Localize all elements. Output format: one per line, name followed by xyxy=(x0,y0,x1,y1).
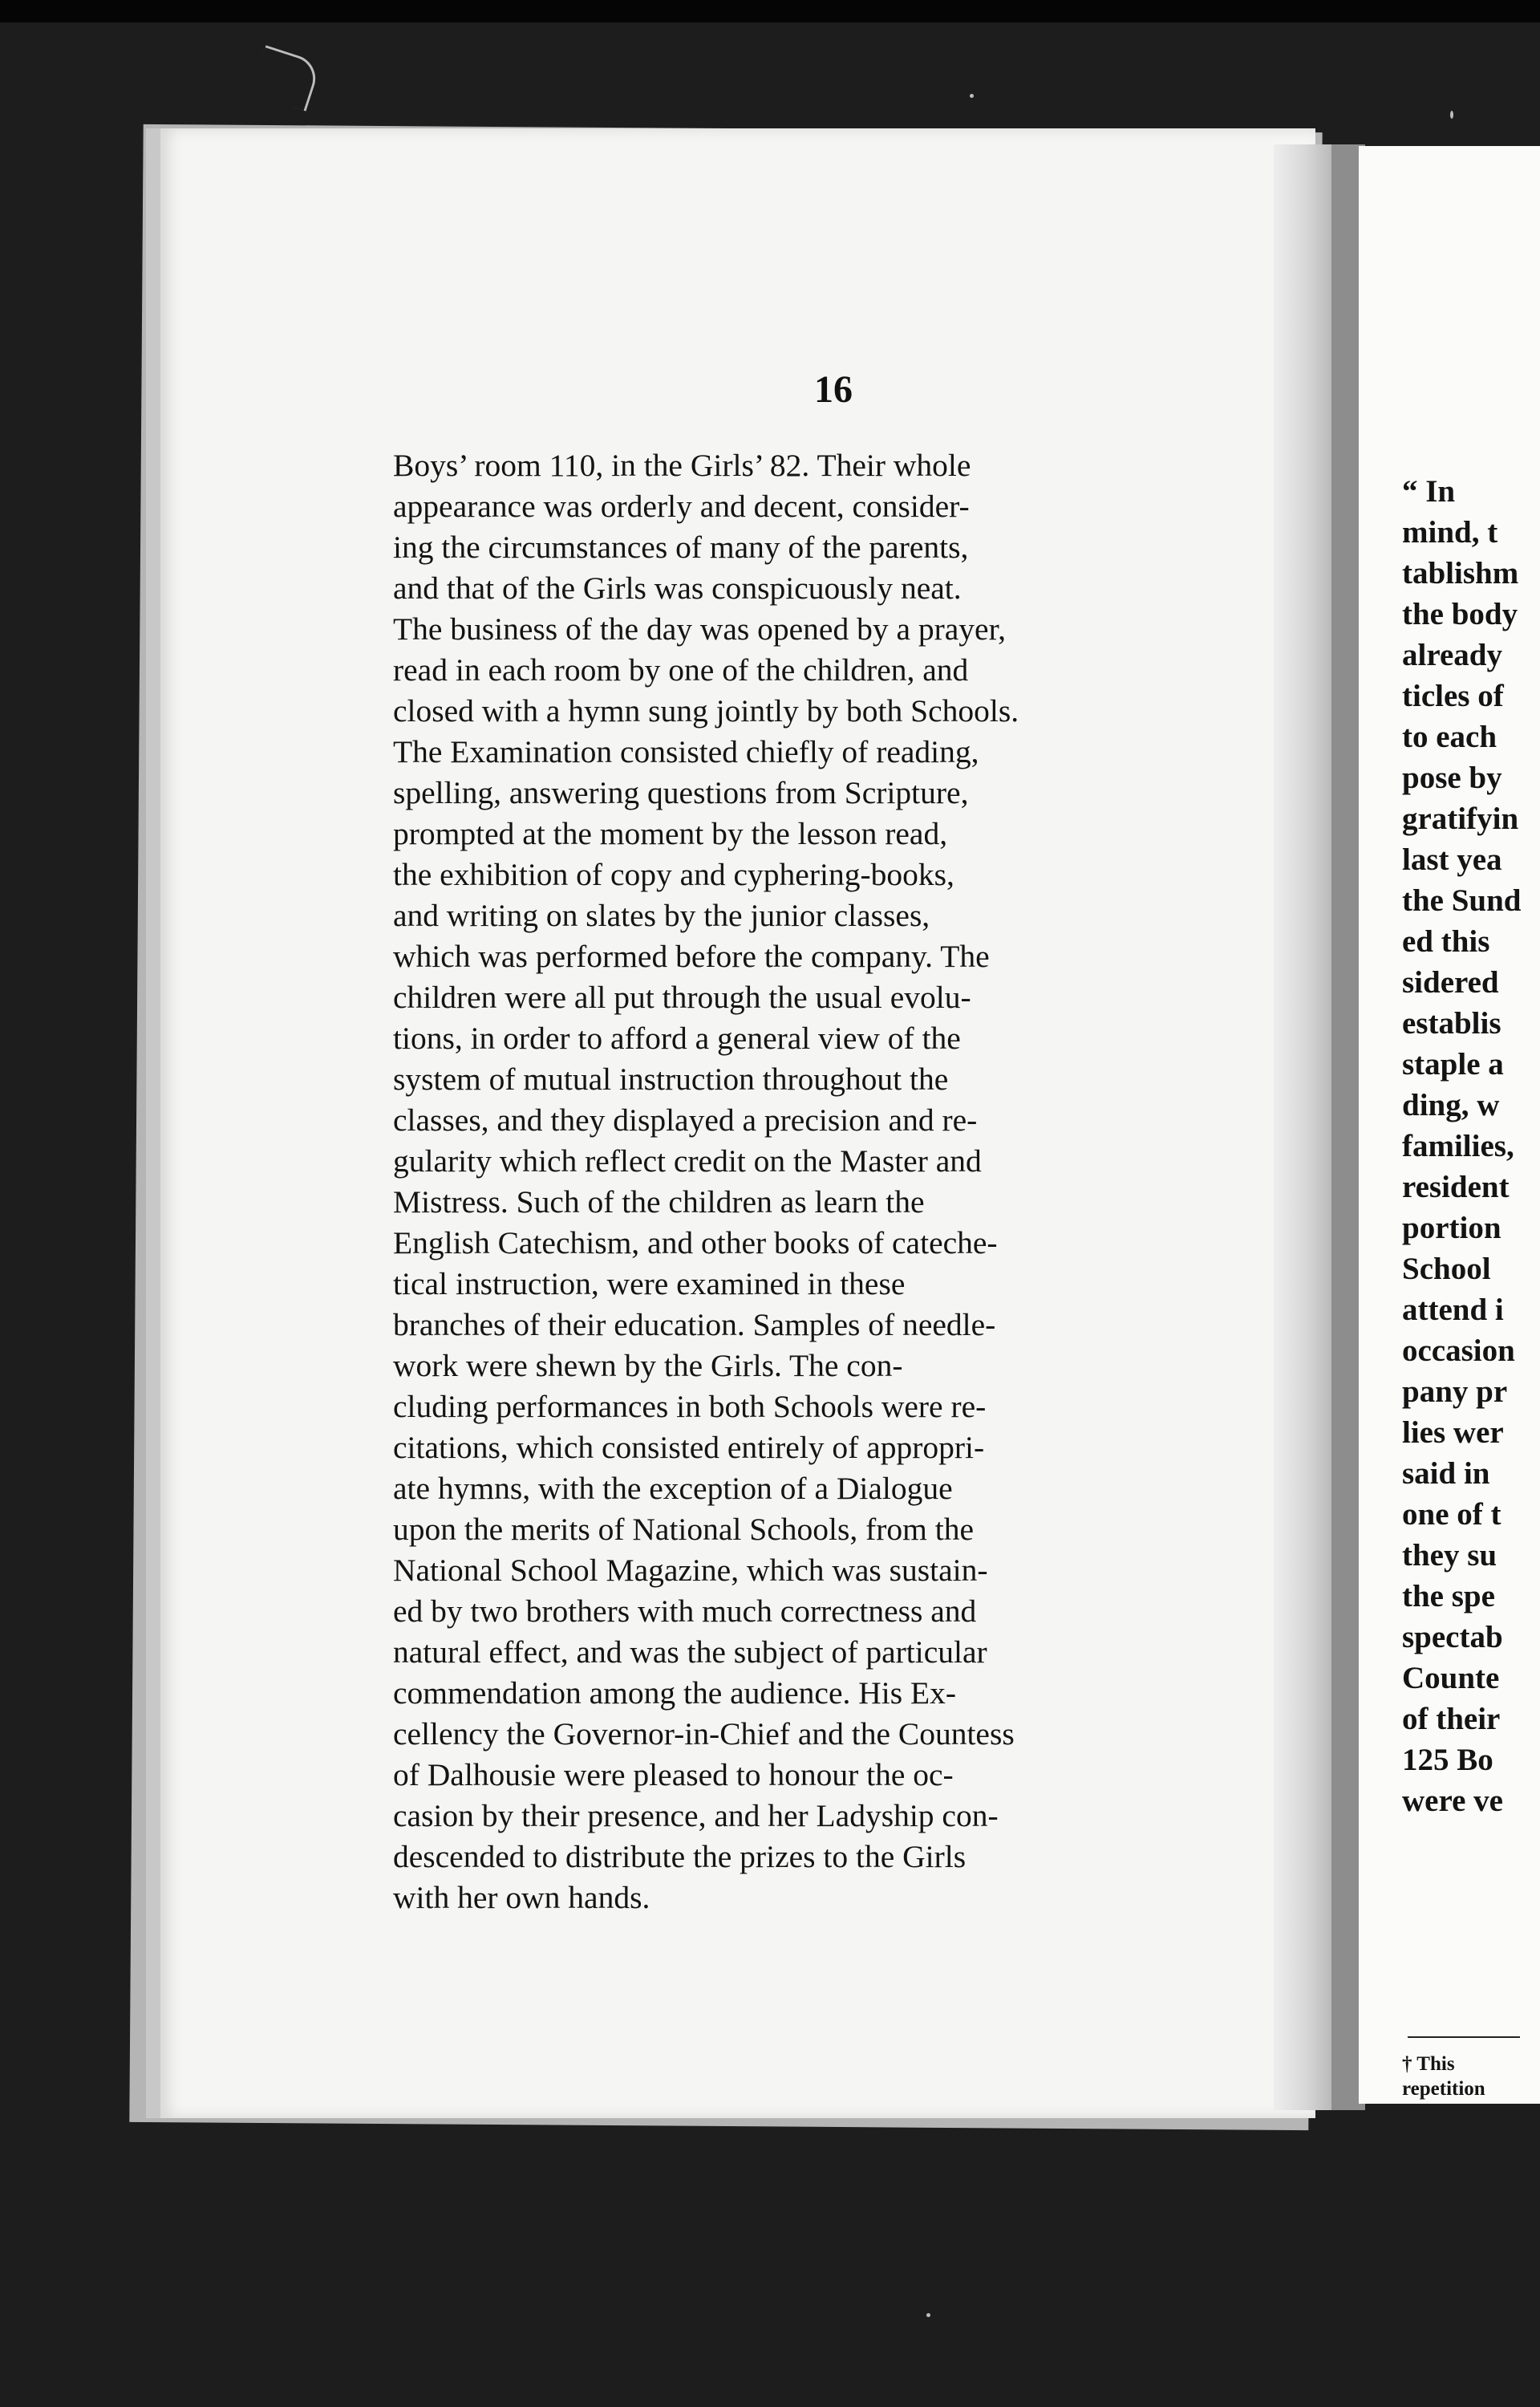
main-paragraph xyxy=(393,445,1255,1918)
text-line: Mistress. Such of the children as learn the xyxy=(393,1184,925,1220)
text-line: English Catechism, and other books of cateche- xyxy=(393,1225,998,1260)
right-text-line: occasion xyxy=(1402,1333,1515,1368)
text-line: Boys’ room 110, in the Girls’ 82. Their whole xyxy=(393,448,971,483)
right-text-line: pose by xyxy=(1402,761,1502,795)
right-text-line: attend i xyxy=(1402,1293,1504,1327)
right-page-footnote xyxy=(1402,2052,1540,2101)
text-line: branches of their education. Samples of needle- xyxy=(393,1307,996,1342)
text-line: ing the circumstances of many of the parents, xyxy=(393,530,969,565)
text-line: work were shewn by the Girls. The con- xyxy=(393,1348,903,1383)
right-text-line: ding, w xyxy=(1402,1088,1500,1122)
right-text-line: lies wer xyxy=(1402,1415,1504,1450)
right-text-line: to each xyxy=(1402,720,1497,754)
text-line: which was performed before the company. The xyxy=(393,939,990,974)
text-line: commendation among the audience. His Ex- xyxy=(393,1675,957,1711)
right-text-line: spectab xyxy=(1402,1620,1503,1654)
right-text-line: Counte xyxy=(1402,1661,1500,1695)
text-line: prompted at the moment by the lesson read, xyxy=(393,816,948,851)
text-line: cluding performances in both Schools were re- xyxy=(393,1389,987,1424)
text-line: classes, and they displayed a precision and re- xyxy=(393,1102,978,1138)
right-text-line: gratifyin xyxy=(1402,802,1519,836)
right-text-line: establis xyxy=(1402,1006,1502,1041)
text-line: and writing on slates by the junior classes, xyxy=(393,898,930,933)
page-number: 16 xyxy=(814,368,853,411)
text-line: The Examination consisted chiefly of reading, xyxy=(393,734,979,769)
dust-speck xyxy=(1450,111,1453,119)
right-text-line: ed this xyxy=(1402,924,1490,959)
dust-speck xyxy=(970,94,974,98)
text-line: natural effect, and was the subject of particular xyxy=(393,1634,987,1670)
right-text-line: sidered xyxy=(1402,965,1499,1000)
right-text-line: tablishm xyxy=(1402,556,1519,591)
right-text-line: last yea xyxy=(1402,842,1502,877)
right-text-line: the body xyxy=(1402,597,1518,631)
text-line: ed by two brothers with much correctness and xyxy=(393,1593,977,1629)
text-line: read in each room by one of the children, and xyxy=(393,652,969,688)
right-text-line: pany pr xyxy=(1402,1374,1508,1409)
text-line: National School Magazine, which was sustain- xyxy=(393,1553,988,1588)
top-dark-strip xyxy=(0,0,1540,22)
text-line: the exhibition of copy and cyphering-books, xyxy=(393,857,954,892)
right-text-line: families, xyxy=(1402,1129,1514,1163)
text-line: tical instruction, were examined in these xyxy=(393,1266,906,1301)
text-line: appearance was orderly and decent, consider- xyxy=(393,489,970,524)
footnote-rule xyxy=(1408,2036,1520,2038)
text-line: ate hymns, with the exception of a Dialogue xyxy=(393,1471,953,1506)
text-line: closed with a hymn sung jointly by both Schools. xyxy=(393,693,1019,729)
text-line: tions, in order to afford a general view of the xyxy=(393,1021,961,1056)
right-text-line: one of t xyxy=(1402,1497,1502,1532)
right-text-line: were ve xyxy=(1402,1784,1503,1818)
right-text-line: resident xyxy=(1402,1170,1510,1204)
text-line: of Dalhousie were pleased to honour the oc- xyxy=(393,1757,954,1792)
footnote-line: repetition xyxy=(1402,2078,1485,2100)
text-line: The business of the day was opened by a prayer, xyxy=(393,611,1007,647)
text-line: and that of the Girls was conspicuously neat. xyxy=(393,570,962,606)
right-text-line: School xyxy=(1402,1252,1491,1286)
right-text-line: they su xyxy=(1402,1538,1497,1573)
text-line: children were all put through the usual evolu- xyxy=(393,980,971,1015)
text-line: casion by their presence, and her Ladyship con- xyxy=(393,1798,999,1833)
right-text-line: the spe xyxy=(1402,1579,1495,1613)
text-line: with her own hands. xyxy=(393,1880,650,1915)
right-text-line: portion xyxy=(1402,1211,1502,1245)
right-text-line: of their xyxy=(1402,1702,1501,1736)
text-line: citations, which consisted entirely of appropri- xyxy=(393,1430,985,1465)
loose-thread xyxy=(250,45,322,111)
footnote-line: † This xyxy=(1402,2053,1455,2075)
right-text-line: “ In xyxy=(1402,474,1456,509)
text-line: upon the merits of National Schools, from the xyxy=(393,1512,975,1547)
text-line: system of mutual instruction throughout the xyxy=(393,1061,949,1097)
dust-speck xyxy=(926,2313,930,2317)
text-line: descended to distribute the prizes to the Girls xyxy=(393,1839,967,1874)
right-text-line: 125 Bo xyxy=(1402,1743,1493,1777)
right-text-line: the Sund xyxy=(1402,883,1522,918)
text-line: cellency the Governor-in-Chief and the Countess xyxy=(393,1716,1015,1751)
text-line: spelling, answering questions from Scripture, xyxy=(393,775,969,810)
right-text-line: staple a xyxy=(1402,1047,1504,1082)
right-text-line: said in xyxy=(1402,1456,1490,1491)
right-text-line: already xyxy=(1402,638,1502,672)
text-line: gularity which reflect credit on the Master and xyxy=(393,1143,982,1179)
right-page-cropped-text xyxy=(1402,471,1540,1821)
right-text-line: mind, t xyxy=(1402,515,1498,550)
right-text-line: ticles of xyxy=(1402,679,1504,713)
